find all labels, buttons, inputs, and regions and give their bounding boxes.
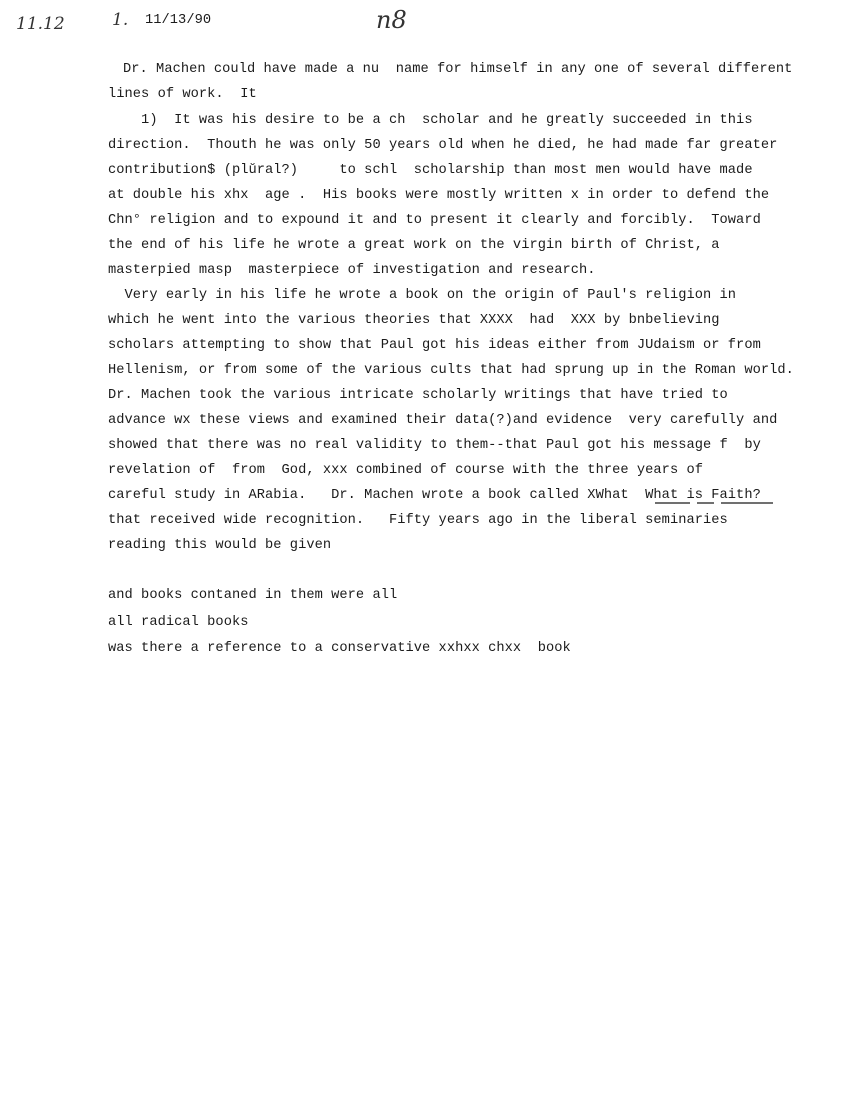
text-line: Very early in his life he wrote a book on the origin of Paul's religion in bbox=[108, 288, 737, 303]
text-line: the end of his life he wrote a great work on the virgin birth of Christ, a bbox=[108, 238, 720, 253]
text-line: showed that there was no real validity to them--that Paul got his message f by bbox=[108, 438, 761, 453]
text-line: Dr. Machen could have made a nu name for himself in any one of several different bbox=[123, 62, 793, 77]
text-line: scholars attempting to show that Paul got his ideas either from JUdaism or from bbox=[108, 338, 761, 353]
text-line: and books contaned in them were all bbox=[108, 588, 398, 603]
text-line: advance wx these views and examined their data(?)and evidence very carefully and bbox=[108, 413, 778, 428]
page-number: n8 bbox=[376, 6, 407, 34]
text-line: reading this would be given bbox=[108, 538, 332, 553]
text-line: at double his xhx age . His books were mostly written x in order to defend the bbox=[108, 188, 770, 203]
text-line: was there a reference to a conservative xxhxx chxx book bbox=[108, 641, 571, 656]
text-line: Hellenism, or from some of the various cults that had sprung up in the Roman world. bbox=[108, 363, 794, 378]
header-date: 11/13/90 bbox=[145, 13, 212, 28]
text-line: lines of work. It bbox=[108, 87, 257, 102]
text-line: that received wide recognition. Fifty years ago in the liberal seminaries bbox=[108, 513, 728, 528]
text-line: masterpied masp masterpiece of investigation and research. bbox=[108, 263, 596, 278]
text-line: 1) It was his desire to be a ch scholar and he greatly succeeded in this bbox=[108, 113, 753, 128]
text-line: careful study in ARabia. Dr. Machen wrote a book called XWhat What is Faith? bbox=[108, 488, 761, 503]
header-mark: 1. bbox=[112, 10, 129, 30]
text-line: all radical books bbox=[108, 615, 249, 630]
text-line: Chn° religion and to expound it and to present it clearly and forcibly. Toward bbox=[108, 213, 761, 228]
margin-number: 11.12 bbox=[16, 14, 65, 34]
text-line: direction. Thouth he was only 50 years old when he died, he had made far greater bbox=[108, 138, 778, 153]
text-line: contribution$ (plŭral?) to schl scholarship than most men would have made bbox=[108, 163, 753, 178]
text-line: which he went into the various theories that XXXX had XXX by bnbelieving bbox=[108, 313, 720, 328]
text-line: revelation of from God, xxx combined of course with the three years of bbox=[108, 463, 703, 478]
text-line: Dr. Machen took the various intricate scholarly writings that have tried to bbox=[108, 388, 728, 403]
